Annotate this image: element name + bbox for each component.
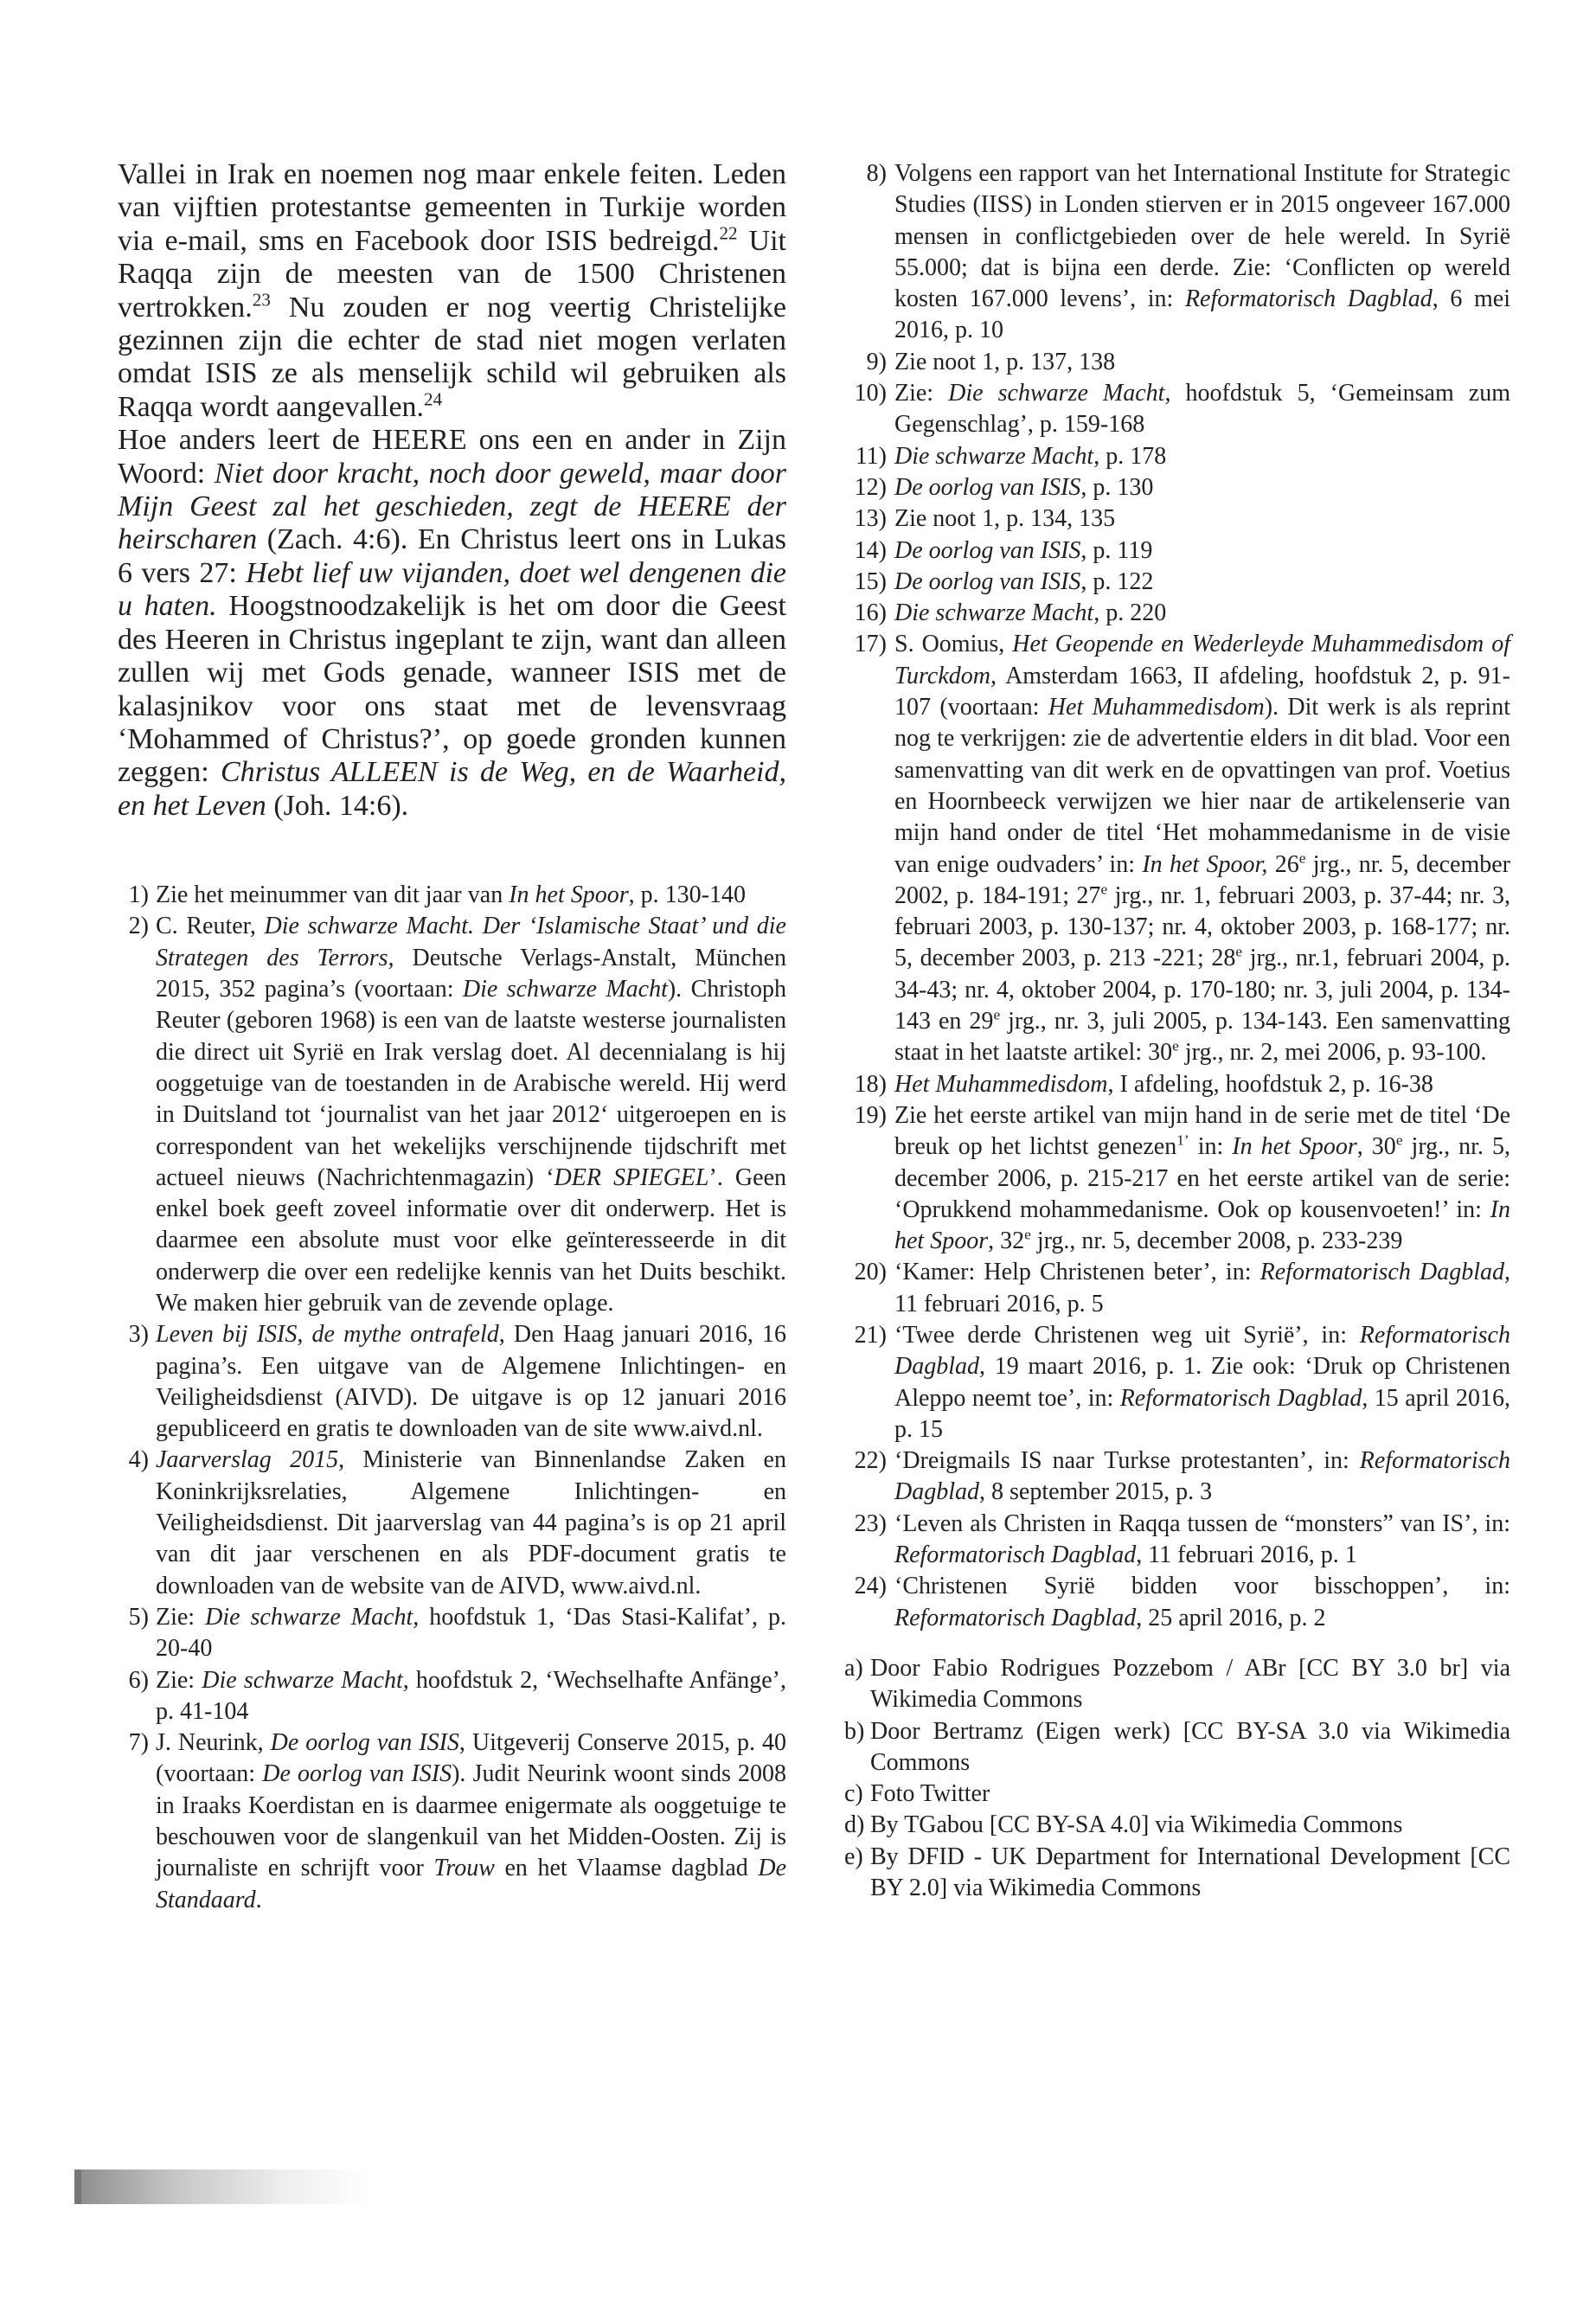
superscript: e [1235,944,1243,961]
text-run: J. Neurink, [156,1729,271,1757]
note-number: 7) [128,1729,149,1757]
italic-text: Jaarverslag 2015 [156,1446,339,1474]
photo-credit [844,1716,1510,1779]
note-number: d) [844,1811,865,1839]
superscript: e [993,1006,1001,1023]
text-run: , p. 178 [1093,442,1167,470]
footnote [844,158,1510,347]
note-number: 24) [854,1573,887,1600]
text-run: Vallei in Irak en noemen nog maar enkele feiten. Leden van vijftien protestantse gemeenten in Turkije worden via e-mail, sms en Facebook door ISIS bedreigd. [118,158,786,257]
text-run: , p. 130-140 [628,881,746,909]
superscript: e [1024,1226,1031,1243]
footnote [844,472,1510,503]
italic-text: De oorlog van ISIS [262,1760,452,1788]
text-run: , Uitgeverij Conserve 2015, p. 40 (voortaan: [156,1729,787,1788]
text-run: jrg., nr.1, februari 2004, p. 34-43; nr. 4, oktober 2004, p. 170-180; nr. 3, juli 2004, p. 134-143 en 29 [894,945,1511,1035]
text-run: jrg., nr. 5, december 2008, p. 233-239 [1030,1227,1403,1255]
text-run: By DFID - UK Department for International Development [CC BY 2.0] via Wikimedia Commons [870,1843,1510,1902]
text-run: Uit Raqqa zijn de meesten van de 1500 Christenen vertrokken. [118,224,786,324]
footnote [844,629,1510,1068]
italic-text: Reformatorisch Dagblad [894,1541,1137,1569]
footnote [844,567,1510,598]
text-run: hoofdstuk 2, ‘Wechselhafte Anfänge’, p. 41-104 [156,1666,786,1725]
italic-text: Niet door kracht, noch door geweld, maar door Mijn Geest zal het geschieden, zegt de HEERE der heirscharen [118,457,786,556]
note-number: 13) [854,505,887,533]
text-run: Door Bertramz (Eigen werk) [CC BY-SA 3.0 via Wikimedia Commons [870,1717,1510,1776]
footnote [844,378,1510,441]
italic-text: Reformatorisch Dagblad [1119,1384,1362,1412]
footnote [844,1571,1510,1634]
note-number: 3) [128,1321,149,1349]
footnote [844,1257,1510,1320]
photo-credit [844,1779,1510,1810]
text-run: Zie: [894,380,949,407]
text-run: Hoe anders leert de HEERE ons een en ander in Zijn Woord: [118,424,786,490]
text-run: ‘Twee derde Christenen weg uit Syrië’, in: [894,1321,1360,1349]
text-run: hoofdstuk 1, ‘Das Stasi-Kalifat’, p. 20-40 [156,1603,786,1663]
text-run: , 11 februari 2016, p. 5 [894,1259,1510,1317]
superscript: e [1100,881,1108,898]
footnote [844,535,1510,567]
note-number: e) [844,1843,863,1870]
text-run: , 30 [1356,1133,1396,1161]
note-number: 15) [854,567,887,595]
note-number: 6) [128,1666,149,1694]
superscript: 1’ [1176,1131,1189,1149]
body-paragraph [118,158,786,424]
text-run: (Joh. 14:6). [266,789,409,822]
note-number: 17) [854,631,887,658]
footnote [844,347,1510,378]
text-run: , 19 maart 2016, p. 1. Zie ook: ‘Druk op Christenen Aleppo neemt toe’, in: [894,1353,1510,1412]
italic-text: DER SPIEGEL [554,1163,709,1191]
photo-credit [844,1653,1510,1716]
note-number: 23) [854,1509,887,1537]
superscript: e [1395,1131,1403,1149]
italic-text: In het Spoor [1232,1133,1357,1161]
text-run: , p. 220 [1093,599,1167,627]
note-number: 9) [866,348,887,375]
text-run: ‘Dreigmails IS naar Turkse protestanten’, in: [894,1447,1360,1475]
footnote [844,1069,1510,1100]
note-number: 16) [854,599,887,627]
note-number: 21) [854,1321,887,1349]
text-run: Foto Twitter [870,1780,990,1808]
italic-text: Hebt lief uw vijanden, doet wel dengenen die u haten. [118,556,786,623]
text-run: Zie noot 1, p. 137, 138 [894,348,1116,375]
footnote [844,503,1510,535]
italic-text: Reformatorisch Dagblad [1184,285,1433,313]
italic-text: Die schwarze Macht. Der ‘Islamische Staat’ und die Strategen des Terrors, [156,913,786,971]
note-number: a) [844,1654,863,1682]
superscript: e [1172,1037,1179,1054]
text-run: jrg., nr. 1, februari 2003, p. 37-44; nr. 3, februari 2003, p. 130-137; nr. 4, oktober 2003, p. 168-177; nr. 5, december 2003, p. 213 -221; 28 [894,881,1510,972]
text-run: , 32 [988,1227,1025,1255]
text-run: in: [1189,1133,1233,1161]
text-run: ‘Kamer: Help Christenen beter’, in: [894,1259,1260,1286]
footnote [844,598,1510,629]
text-run: ‘Leven als Christen in Raqqa tussen de “monsters” van IS’, in: [894,1509,1510,1537]
italic-text: De oorlog van ISIS [270,1729,459,1757]
italic-text: Die schwarze Macht [462,976,668,1003]
note-number: 4) [128,1446,149,1474]
text-run: ). Dit werk is als reprint nog te verkrijgen: zie de advertentie elders in dit blad. Voor een samenvatting van dit werk en de opvattingen van prof. Voetius en Hoornbeeck verwijzen we hier naar de artikelenserie van mijn hand onder de titel ‘Het mohammedanisme in de visie van enige oudvaders’ in: [894,694,1510,878]
note-number: 18) [854,1070,887,1098]
note-number: b) [844,1717,865,1745]
italic-text: Reformatorisch Dagblad [894,1321,1510,1381]
text-run: 26 [1267,850,1299,878]
superscript: 23 [252,288,271,310]
note-number: 19) [854,1101,887,1129]
text-run: ). Judit Neurink woont sinds 2008 in Iraaks Koerdistan en is daarmee enigermate als ooggetuige te beschouwen voor de slangenkuil van het Midden-Oosten. Zij is journaliste en schrijft voor [156,1760,787,1882]
text-run: Nu zouden er nog veertig Christelijke gezinnen zijn die echter de stad niet mogen verlaten omdat ISIS ze als menselijk schild wil gebruiken als Raqqa wordt aangevallen. [118,291,786,423]
notes-list-right [844,158,1510,1634]
footnote [844,1320,1510,1445]
text-run: ‘Christenen Syrië bidden voor bisschoppen’, in: [894,1573,1510,1600]
note-number: 8) [866,160,887,187]
italic-text: Christus ALLEEN is de Weg, en de Waarheid, en het Leven [118,756,786,822]
italic-text: De Standaard [156,1855,786,1913]
text-run: . [255,1886,262,1913]
text-run: en het Vlaamse dagblad [494,1855,759,1882]
italic-text: De oorlog van ISIS [894,473,1081,501]
text-run: C. Reuter, [156,913,265,940]
text-run: , 8 september 2015, p. 3 [979,1478,1213,1506]
text-run: , I afdeling, hoofdstuk 2, p. 16-38 [1107,1070,1433,1098]
footnote [118,1665,786,1728]
text-run: ). Christoph Reuter (geboren 1968) is een van de laatste westerse journalisten die direct uit Syrië en Irak verslag doet. Al decennialang is hij ooggetuige van de toestanden in de Arabische wereld. Hij werd in Duitsland tot ‘journalist van het jaar 2012‘ uitgeroepen en is correspondent van het wekelijks verschijnende tijdschrift met actueel nieuws (Nachrichtenmagazin) ‘ [156,976,787,1191]
text-run: jrg., nr. 2, mei 2006, p. 93-100. [1178,1039,1487,1067]
text-run: S. Oomius, [894,631,1013,658]
italic-text: Die schwarze Macht [894,442,1094,470]
italic-text: Die schwarze Macht, [202,1666,409,1694]
page-number-tab [74,2170,369,2204]
text-run: Zie: [156,1666,202,1694]
photo-credit [844,1842,1510,1905]
footnote [118,880,786,911]
text-run: , Den Haag januari 2016, 16 pagina’s. Een uitgave van de Algemene Inlichtingen- en Veiligheidsdienst (AIVD). De uitgave is op 12 januari 2016 gepubliceerd en gratis te downloaden van de site www.aivd.nl. [156,1321,786,1443]
italic-text: Die schwarze Macht [894,599,1094,627]
note-number: 14) [854,536,887,564]
text-run: , Ministerie van Binnenlandse Zaken en Koninkrijksrelaties, Algemene Inlichtingen- en Veiligheidsdienst. Dit jaarverslag van 44 pagina’s is op 21 april van dit jaar verschenen en als PDF-document gratis te downloaden van de website van de AIVD, www.aivd.nl. [156,1446,786,1599]
text-run: jrg., nr. 5, december 2006, p. 215-217 en het eerste artikel van de serie: ‘Oprukkend mohammedanisme. Ook op kousenvoeten!’ in: [894,1133,1510,1223]
footnote [118,1445,786,1601]
text-run: , p. 119 [1080,536,1153,564]
left-column [118,158,786,1916]
superscript: e [1298,849,1306,867]
text-run: Zie noot 1, p. 134, 135 [894,505,1116,533]
text-run: , 15 april 2016, p. 15 [894,1384,1510,1443]
italic-text: De oorlog van ISIS [894,567,1081,595]
italic-text: Leven bij ISIS, de mythe ontrafeld [156,1321,499,1349]
superscript: 24 [424,388,443,410]
superscript: 22 [719,222,738,244]
text-run: Volgens een rapport van het International Institute for Strategic Studies (IISS) in Londen stierven er in 2015 ongeveer 167.000 mensen in conflictgebieden over de hele wereld. In Syrië 55.000; dat is bijna een derde. Zie: ‘Conflicten op wereld kosten 167.000 levens’, in: [894,160,1510,313]
notes-list-left [118,880,786,1916]
text-run: , 11 februari 2016, p. 1 [1136,1541,1357,1569]
footnote [844,1100,1510,1257]
text-run: , hoofdstuk 5, ‘Gemeinsam zum Gegenschlag’, p. 159-168 [894,380,1510,439]
italic-text: Die schwarze Macht [948,380,1165,407]
italic-text: Reformatorisch Dagblad [894,1447,1510,1506]
italic-text: Trouw [433,1855,495,1882]
note-number: 22) [854,1447,887,1475]
note-number: 11) [855,442,887,470]
footnote [118,911,786,1319]
text-run: (Zach. 4:6). En Christus leert ons in Lukas 6 vers 27: [118,523,786,589]
folio-bar [74,2170,81,2204]
text-run: Zie het meinummer van dit jaar van [156,881,510,909]
text-run: Hoogstnoodzakelijk is het om door die Geest des Heeren in Christus ingeplant te zijn, want dan alleen zullen wij met Gods genade, wanneer ISIS met de kalasjnikov voor ons staat met de levensvraag ‘Mohammed of Christus?’, op goede gronden kunnen zeggen: [118,590,786,789]
italic-text: In het Spoor [509,881,629,909]
italic-text: Reformatorisch Dagblad [1259,1259,1504,1286]
footnote [844,441,1510,472]
note-number: 12) [854,473,887,501]
footnote [844,1445,1510,1509]
text-run: , 6 mei 2016, p. 10 [894,285,1510,344]
italic-text: Reformatorisch Dagblad [894,1604,1137,1631]
footnote [118,1727,786,1916]
photo-credit [844,1810,1510,1841]
text-run: Amsterdam 1663, II afdeling, hoofdstuk 2, p. 91-107 (voortaan: [894,662,1510,721]
footnote [844,1509,1510,1572]
body-paragraph [118,424,786,823]
text-run: By TGabou [CC BY-SA 4.0] via Wikimedia Commons [870,1811,1403,1839]
note-number: 10) [854,380,887,407]
text-run: , p. 122 [1080,567,1154,595]
footnote [118,1602,786,1665]
text-run: jrg., nr. 5, december 2002, p. 184-191; 27 [894,850,1510,909]
italic-text: In het Spoor, [1142,850,1268,878]
text-run: ’. Geen enkel boek geeft zoveel informatie over dit onderwerp. Het is daarmee een absolute must voor elke geïnteresseerde in dit onderwerp die over een redelijke kennis van het Duits beschikt. We maken hier gebruik van de zevende oplage. [156,1163,787,1317]
text-run: Zie het eerste artikel van mijn hand in de serie met de titel ‘De breuk op het lichtst genezen [894,1101,1510,1161]
italic-text: Die schwarze Macht, [205,1603,420,1631]
italic-text: Het Muhammedisdom [894,1070,1108,1098]
note-number: 1) [128,881,149,909]
note-number: 2) [128,913,149,940]
right-column [844,158,1510,1904]
note-number: 5) [128,1603,149,1631]
footnote [118,1319,786,1445]
text-run: Door Fabio Rodrigues Pozzebom / ABr [CC BY 3.0 br] via Wikimedia Commons [870,1654,1510,1714]
text-run: , 25 april 2016, p. 2 [1136,1604,1326,1631]
note-number: c) [844,1780,863,1808]
italic-text: De oorlog van ISIS [894,536,1081,564]
italic-text: Het Muhammedisdom [1048,694,1265,721]
italic-text: Het Geopende en Wederleyde Muhammedisdom of Turckdom, [894,631,1511,689]
note-number: 20) [854,1259,887,1286]
text-run: Deutsche Verlags-Anstalt, München 2015, 352 pagina’s (voortaan: [156,944,786,1003]
text-run: jrg., nr. 3, juli 2005, p. 134-143. Een samenvatting staat in het laatste artikel: 30 [894,1008,1510,1067]
text-run: Zie: [156,1603,206,1631]
text-run: , p. 130 [1080,473,1154,501]
italic-text: In het Spoor [894,1195,1510,1255]
photo-credits-list [844,1653,1510,1904]
